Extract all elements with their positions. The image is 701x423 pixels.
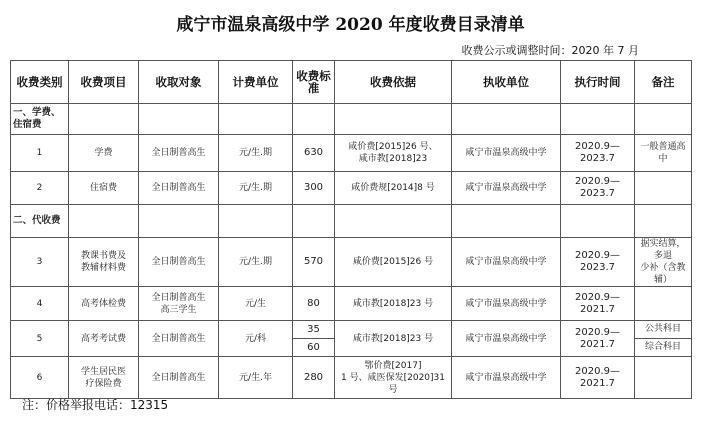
row-number: 2 [11,172,69,205]
fee-target: 全日制普高生 [139,172,219,205]
fee-item: 学费 [69,135,139,172]
fee-basis: 咸市教[2018]23 号 [335,321,452,357]
fee-unit: 元/生 [219,287,293,321]
fee-note: 一般普通高中 [635,135,692,172]
header-standard: 收费标准 [293,61,335,104]
row-number: 4 [11,287,69,321]
fee-target: 全日制普高生 高三学生 [139,287,219,321]
page-title: 咸宁市温泉高级中学 2020 年度收费目录清单 [176,15,525,35]
fee-basis: 咸价费[2015]26 号、 咸市教[2018]23 [335,135,452,172]
row-number: 3 [11,238,69,287]
header-target: 收取对象 [139,61,219,104]
header-category: 收费类别 [11,61,69,104]
fee-note [635,287,692,321]
header-org: 执收单位 [452,61,561,104]
standard-public: 35 [307,324,320,335]
fee-org: 咸宁市温泉高级中学 [452,321,561,357]
fee-org: 咸宁市温泉高级中学 [452,287,561,321]
header-unit: 计费单位 [219,61,293,104]
header-item: 收费项目 [69,61,139,104]
fee-org: 咸宁市温泉高级中学 [452,357,561,399]
fee-standard: 80 [293,287,335,321]
note-public: 公共科目 [644,324,681,334]
fee-unit: 元/生.期 [219,135,293,172]
row-number: 6 [11,357,69,399]
table-row [11,357,692,399]
fee-table [10,60,692,399]
fee-org: 咸宁市温泉高级中学 [452,135,561,172]
standard-combined: 60 [293,338,334,356]
fee-org: 咸宁市温泉高级中学 [452,238,561,287]
fee-note [635,321,692,357]
section-row [11,104,692,135]
fee-target: 全日制普高生 [139,357,219,399]
fee-basis: 鄂价费[2017] 1 号、咸医保发[2020]31 号 [335,357,452,399]
fee-time: 2020.9—2021.7 [561,287,635,321]
footer-note: 注：价格举报电话：12315 [22,398,169,412]
section-label: 二、代收费 [11,205,69,238]
table-row [11,135,692,172]
fee-standard: 300 [293,172,335,205]
table-row [11,287,692,321]
note-combined: 综合科目 [635,338,691,356]
fee-standard: 280 [293,357,335,399]
fee-unit: 元/生.年 [219,357,293,399]
row-number: 1 [11,135,69,172]
fee-target: 全日制普高生 [139,238,219,287]
fee-basis: 咸市教[2018]23 号 [335,287,452,321]
fee-note [635,172,692,205]
fee-standard: 630 [293,135,335,172]
fee-unit: 元/生.期 [219,238,293,287]
fee-basis: 咸价费规[2014]8 号 [335,172,452,205]
table-row [11,238,692,287]
header-row [11,61,692,104]
fee-item: 住宿费 [69,172,139,205]
header-basis: 收费依据 [335,61,452,104]
header-note: 备注 [635,61,692,104]
row-number: 5 [11,321,69,357]
fee-time: 2020.9—2021.7 [561,321,635,357]
section-row [11,205,692,238]
fee-time: 2020.9—2023.7 [561,238,635,287]
fee-target: 全日制普高生 [139,321,219,357]
table-row [11,172,692,205]
fee-time: 2020.9—2021.7 [561,357,635,399]
header-time: 执行时间 [561,61,635,104]
fee-standard [293,321,335,357]
fee-note: 据实结算，多退 少补（含教辅） [635,238,692,287]
fee-basis: 咸价费[2015]26 号 [335,238,452,287]
publish-date: 收费公示或调整时间：2020 年 7 月 [461,44,639,57]
fee-item: 学生居民医 疗保险费 [69,357,139,399]
fee-item: 高考考试费 [69,321,139,357]
fee-org: 咸宁市温泉高级中学 [452,172,561,205]
fee-item: 教课书费及 教辅材料费 [69,238,139,287]
section-label: 一、学费、住宿费 [11,104,69,135]
fee-time: 2020.9—2023.7 [561,135,635,172]
table-row [11,321,692,357]
fee-standard: 570 [293,238,335,287]
fee-unit: 元/科 [219,321,293,357]
fee-target: 全日制普高生 [139,135,219,172]
fee-item: 高考体检费 [69,287,139,321]
fee-unit: 元/生.期 [219,172,293,205]
fee-note [635,357,692,399]
fee-time: 2020.9—2023.7 [561,172,635,205]
